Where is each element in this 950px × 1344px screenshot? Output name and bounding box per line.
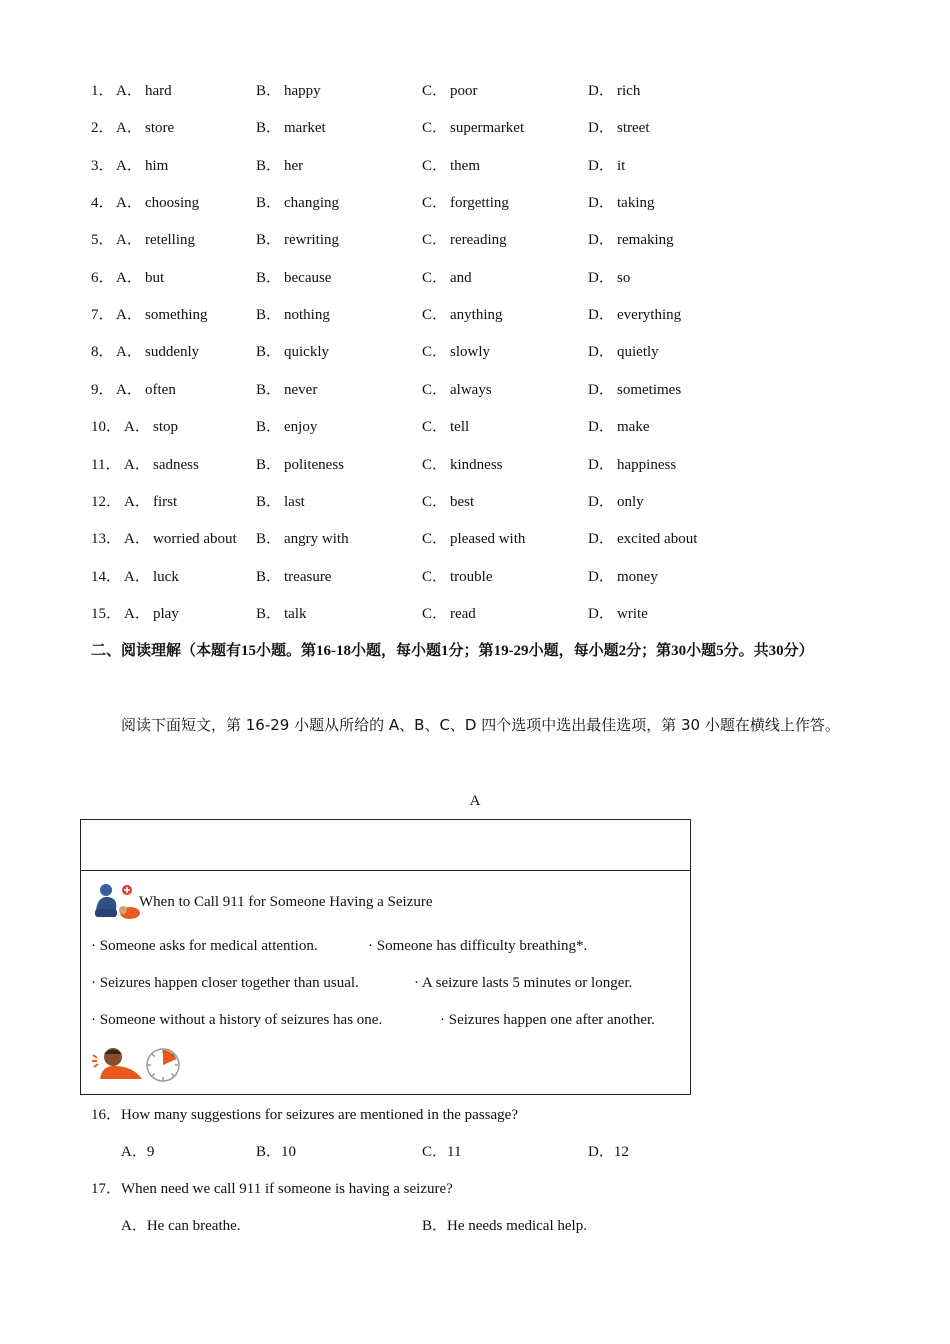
option-b-text: market	[284, 120, 326, 137]
option-c-text: trouble	[450, 568, 493, 585]
option-d-text: excited about	[617, 531, 698, 548]
option-b-letter: B．	[256, 344, 282, 361]
section-2-heading: 二、阅读理解（本题有15小题。第16-18小题，每小题1分；第19-29小题，每小题2分；第30小题5分。共30分）	[91, 641, 814, 659]
option-d-letter: D．	[588, 568, 614, 585]
option-c-text: read	[450, 605, 476, 622]
option-d-text: rich	[617, 83, 641, 99]
passage-label: A	[469, 793, 481, 809]
seizure-person-icon	[90, 1045, 144, 1081]
option-b-letter: B．	[256, 120, 282, 137]
option-c-text: supermarket	[450, 120, 525, 137]
option-c-letter: C．	[422, 344, 448, 361]
option-a-text: stop	[153, 419, 179, 436]
option-d-letter: D．	[588, 493, 614, 510]
option-b-text: last	[284, 493, 305, 510]
option-b-text: angry with	[284, 531, 349, 548]
question-number: 2．	[91, 120, 114, 137]
option-d-text: remaking	[617, 232, 674, 249]
option-b-letter: B．	[256, 531, 282, 548]
option-b-text: enjoy	[284, 419, 318, 436]
option-b-text: talk	[284, 605, 307, 622]
option-d-text: everything	[617, 307, 682, 324]
option-a-text: him	[145, 157, 169, 174]
question-number: 11．	[91, 456, 121, 473]
option-a-letter: A．	[116, 232, 142, 249]
box-divider	[81, 870, 690, 871]
option-b-text: changing	[284, 195, 339, 212]
option-d-letter: D．	[588, 269, 614, 286]
question-stem: 17．When need we call 911 if someone is having a seizure?	[91, 1181, 453, 1197]
question-number: 7．	[91, 307, 114, 324]
option-b-letter: B．	[256, 232, 282, 249]
infobox-item: · Someone asks for medical attention.	[91, 938, 318, 954]
option-b: B．10	[256, 1144, 297, 1160]
infobox-item: · Seizures happen one after another.	[440, 1012, 655, 1028]
option-d-text: only	[617, 493, 644, 510]
option-b-text: politeness	[284, 456, 344, 473]
option-d-text: make	[617, 419, 650, 436]
option-d-text: happiness	[617, 456, 677, 473]
option-a-text: something	[145, 307, 208, 324]
option-d-letter: D．	[588, 381, 614, 398]
question-number: 10．	[91, 419, 122, 436]
option-d-letter: D．	[588, 232, 614, 249]
option-d-text: it	[617, 157, 626, 174]
first-aid-person-icon	[92, 880, 140, 922]
option-a-text: store	[145, 120, 175, 137]
option-b-text: treasure	[284, 568, 332, 585]
option-a-text: often	[145, 381, 176, 398]
option-a-letter: A．	[124, 568, 150, 585]
question-number: 3．	[91, 157, 114, 174]
option-d-letter: D．	[588, 157, 614, 174]
option-c-text: and	[450, 269, 472, 286]
option-a-text: retelling	[145, 232, 195, 249]
question-number: 13．	[91, 531, 122, 548]
infobox-item: · Seizures happen closer together than usual.	[91, 975, 359, 991]
question-number: 1．	[91, 83, 114, 99]
option-c-letter: C．	[422, 120, 448, 137]
option-d-text: write	[617, 605, 648, 622]
option-a-letter: A．	[116, 307, 142, 324]
option-a: A．9	[121, 1144, 155, 1160]
option-d-letter: D．	[588, 83, 614, 99]
option-a-letter: A．	[124, 419, 150, 436]
option-c-text: anything	[450, 307, 503, 324]
option-c-letter: C．	[422, 419, 448, 436]
option-a-letter: A．	[124, 531, 150, 548]
question-number: 4．	[91, 195, 114, 212]
infobox-title: When to Call 911 for Someone Having a Seizure	[139, 894, 433, 910]
question-number: 14．	[91, 568, 122, 585]
option-b-text: quickly	[284, 344, 329, 361]
option-c-letter: C．	[422, 605, 448, 622]
option-d-letter: D．	[588, 419, 614, 436]
option-a-text: worried about	[153, 531, 237, 548]
option-b: B．He needs medical help.	[422, 1218, 587, 1234]
option-b-letter: B．	[256, 195, 282, 212]
option-c-letter: C．	[422, 381, 448, 398]
option-d-letter: D．	[588, 456, 614, 473]
option-c-letter: C．	[422, 232, 448, 249]
option-a-letter: A．	[116, 195, 142, 212]
option-b-letter: B．	[256, 605, 282, 622]
option-c-letter: C．	[422, 307, 448, 324]
option-c-letter: C．	[422, 195, 448, 212]
option-a-letter: A．	[116, 120, 142, 137]
option-d-letter: D．	[588, 307, 614, 324]
option-d-text: taking	[617, 195, 655, 212]
option-d-letter: D．	[588, 531, 614, 548]
seizure-infobox	[80, 819, 691, 1095]
option-b-letter: B．	[256, 568, 282, 585]
option-a-text: suddenly	[145, 344, 200, 361]
option-d-letter: D．	[588, 605, 614, 622]
option-a: A．He can breathe.	[121, 1218, 241, 1234]
stopwatch-icon	[143, 1044, 183, 1084]
option-b-letter: B．	[256, 419, 282, 436]
option-a-text: choosing	[145, 195, 200, 212]
question-number: 12．	[91, 493, 122, 510]
option-d-text: street	[617, 120, 650, 137]
reading-instruction: 阅读下面短文，第 16-29 小题从所给的 A、B、C、D 四个选项中选出最佳选项，第 30 小题在横线上作答。	[121, 716, 840, 734]
option-a-letter: A．	[116, 344, 142, 361]
infobox-item: · Someone without a history of seizures has one.	[91, 1012, 383, 1028]
option-b-text: never	[284, 381, 318, 398]
option-c: C．11	[422, 1144, 462, 1160]
option-d-text: quietly	[617, 344, 659, 361]
option-c-letter: C．	[422, 83, 448, 99]
option-c-letter: C．	[422, 493, 448, 510]
option-b-letter: B．	[256, 493, 282, 510]
option-a-text: first	[153, 493, 178, 510]
option-c-text: kindness	[450, 456, 503, 473]
option-a-letter: A．	[116, 83, 142, 99]
option-b-text: nothing	[284, 307, 330, 324]
option-b-text: happy	[284, 83, 321, 99]
option-b-letter: B．	[256, 381, 282, 398]
option-c-text: best	[450, 493, 475, 510]
option-a-letter: A．	[124, 456, 150, 473]
option-c-letter: C．	[422, 157, 448, 174]
option-d-text: sometimes	[617, 381, 682, 398]
option-b-letter: B．	[256, 157, 282, 174]
option-c-text: slowly	[450, 344, 491, 361]
option-a-text: play	[153, 605, 179, 622]
question-number: 5．	[91, 232, 114, 249]
question-number: 15．	[91, 605, 122, 622]
option-b-text: because	[284, 269, 332, 286]
option-d-text: money	[617, 568, 658, 585]
option-c-text: rereading	[450, 232, 507, 249]
option-c-text: forgetting	[450, 195, 509, 212]
option-c-text: tell	[450, 419, 470, 436]
option-a-text: luck	[153, 568, 179, 585]
option-b-letter: B．	[256, 269, 282, 286]
question-number: 9．	[91, 381, 114, 398]
option-a-letter: A．	[116, 269, 142, 286]
question-stem: 16．How many suggestions for seizures are mentioned in the passage?	[91, 1107, 518, 1123]
option-c-text: poor	[450, 83, 478, 99]
option-c-text: pleased with	[450, 531, 526, 548]
option-a-letter: A．	[124, 493, 150, 510]
option-c-letter: C．	[422, 456, 448, 473]
question-number: 8．	[91, 344, 114, 361]
option-b-letter: B．	[256, 83, 282, 99]
option-a-letter: A．	[124, 605, 150, 622]
option-c-letter: C．	[422, 531, 448, 548]
infobox-item: · Someone has difficulty breathing*.	[368, 938, 588, 954]
option-a-text: hard	[145, 83, 172, 99]
option-b-letter: B．	[256, 307, 282, 324]
option-b-text: rewriting	[284, 232, 339, 249]
option-a-letter: A．	[116, 381, 142, 398]
infobox-item: · A seizure lasts 5 minutes or longer.	[414, 975, 633, 991]
question-number: 6．	[91, 269, 114, 286]
option-d: D．12	[588, 1144, 629, 1160]
option-b-text: her	[284, 157, 304, 174]
option-d-text: so	[617, 269, 631, 286]
option-d-letter: D．	[588, 195, 614, 212]
option-d-letter: D．	[588, 120, 614, 137]
option-a-text: sadness	[153, 456, 199, 473]
option-d-letter: D．	[588, 344, 614, 361]
option-c-text: always	[450, 381, 492, 398]
option-a-text: but	[145, 269, 165, 286]
option-a-letter: A．	[116, 157, 142, 174]
option-c-text: them	[450, 157, 480, 174]
option-c-letter: C．	[422, 269, 448, 286]
option-b-letter: B．	[256, 456, 282, 473]
option-c-letter: C．	[422, 568, 448, 585]
